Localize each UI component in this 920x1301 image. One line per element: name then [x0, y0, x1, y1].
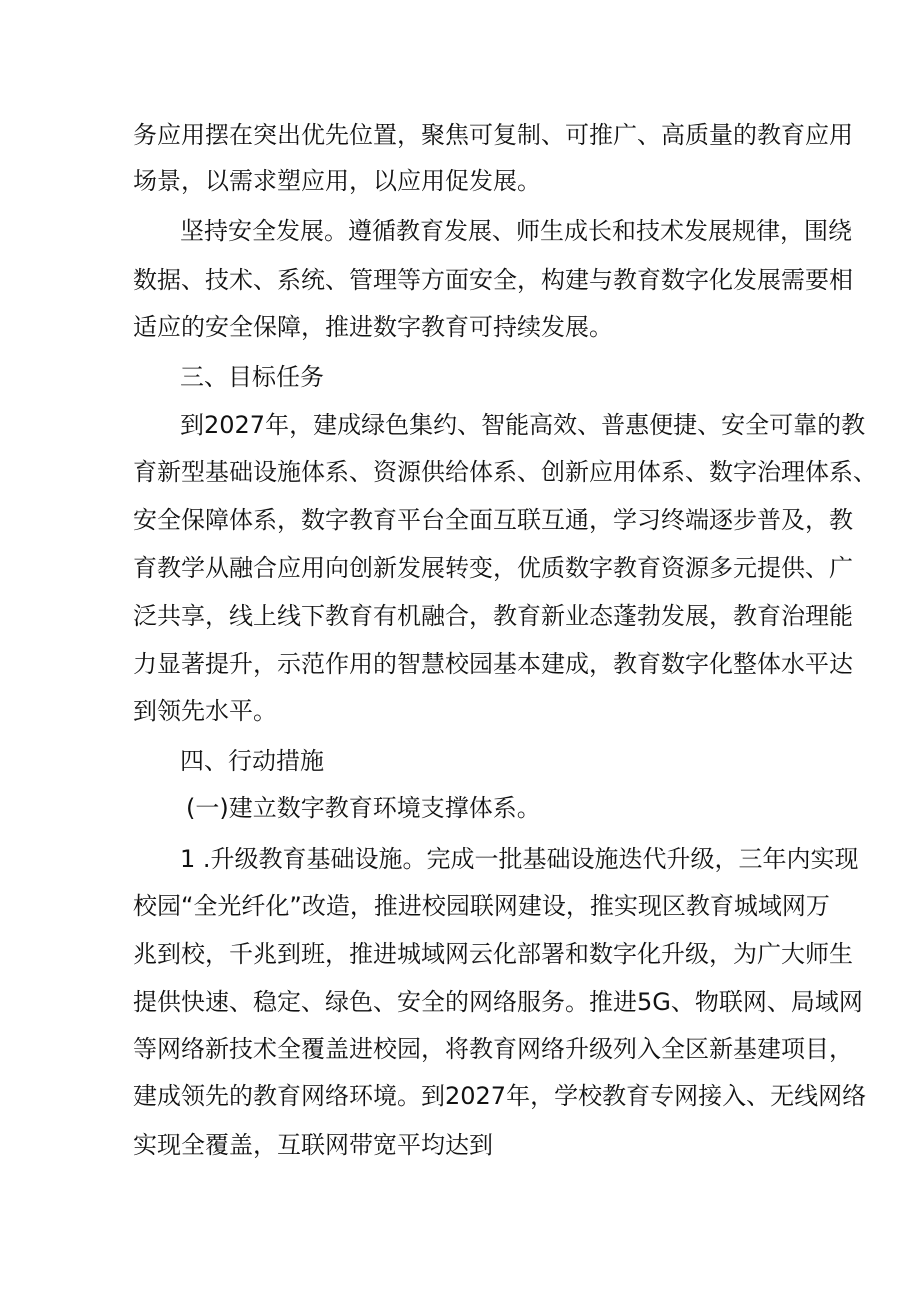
- body-text-line: 到2027年，建成绿色集约、智能高效、普惠便捷、安全可靠的教: [180, 411, 866, 439]
- body-text-line: 育教学从融合应用向创新发展转变，优质数字教育资源多元提供、广: [133, 554, 853, 582]
- body-text-line: 提供快速、稳定、绿色、安全的网络服务。推进5G、物联网、局域网: [133, 988, 863, 1016]
- section-heading: 四、行动措施: [180, 747, 324, 775]
- body-text-line: 1 .升级教育基础设施。完成一批基础设施迭代升级，三年内实现: [180, 845, 859, 873]
- subsection-heading: (一)建立数字教育环境支撑体系。: [186, 794, 541, 822]
- body-text-line: 泛共享，线上线下教育有机融合，教育新业态蓬勃发展，教育治理能: [133, 602, 853, 630]
- body-text-line: 数据、技术、系统、管理等方面安全，构建与教育数字化发展需要相: [133, 266, 853, 294]
- body-text-line: 坚持安全发展。遵循教育发展、师生成长和技术发展规律，围绕: [180, 217, 852, 245]
- body-text-line: 到领先水平。: [133, 697, 277, 725]
- body-text-line: 安全保障体系，数字教育平台全面互联互通，学习终端逐步普及，教: [133, 506, 853, 534]
- body-text-line: 实现全覆盖，互联网带宽平均达到: [133, 1131, 493, 1159]
- body-text-line: 适应的安全保障，推进数字教育可持续发展。: [133, 313, 613, 341]
- body-text-line: 建成领先的教育网络环境。到2027年，学校教育专网接入、无线网络: [133, 1082, 867, 1110]
- body-text-line: 校园“全光纤化”改造，推进校园联网建设，推实现区教育城域网万: [133, 892, 830, 920]
- body-text-line: 兆到校，千兆到班，推进城域网云化部署和数字化升级，为广大师生: [133, 940, 853, 968]
- body-text-line: 力显著提升，示范作用的智慧校园基本建成，教育数字化整体水平达: [133, 650, 853, 678]
- body-text-line: 场景，以需求塑应用，以应用促发展。: [133, 167, 541, 195]
- body-text-line: 务应用摆在突出优先位置，聚焦可复制、可推广、高质量的教育应用: [133, 121, 853, 149]
- body-text-line: 等网络新技术全覆盖进校园，将教育网络升级列入全区新基建项目，: [133, 1035, 853, 1063]
- section-heading: 三、目标任务: [180, 363, 324, 391]
- body-text-line: 育新型基础设施体系、资源供给体系、创新应用体系、数字治理体系、: [133, 458, 877, 486]
